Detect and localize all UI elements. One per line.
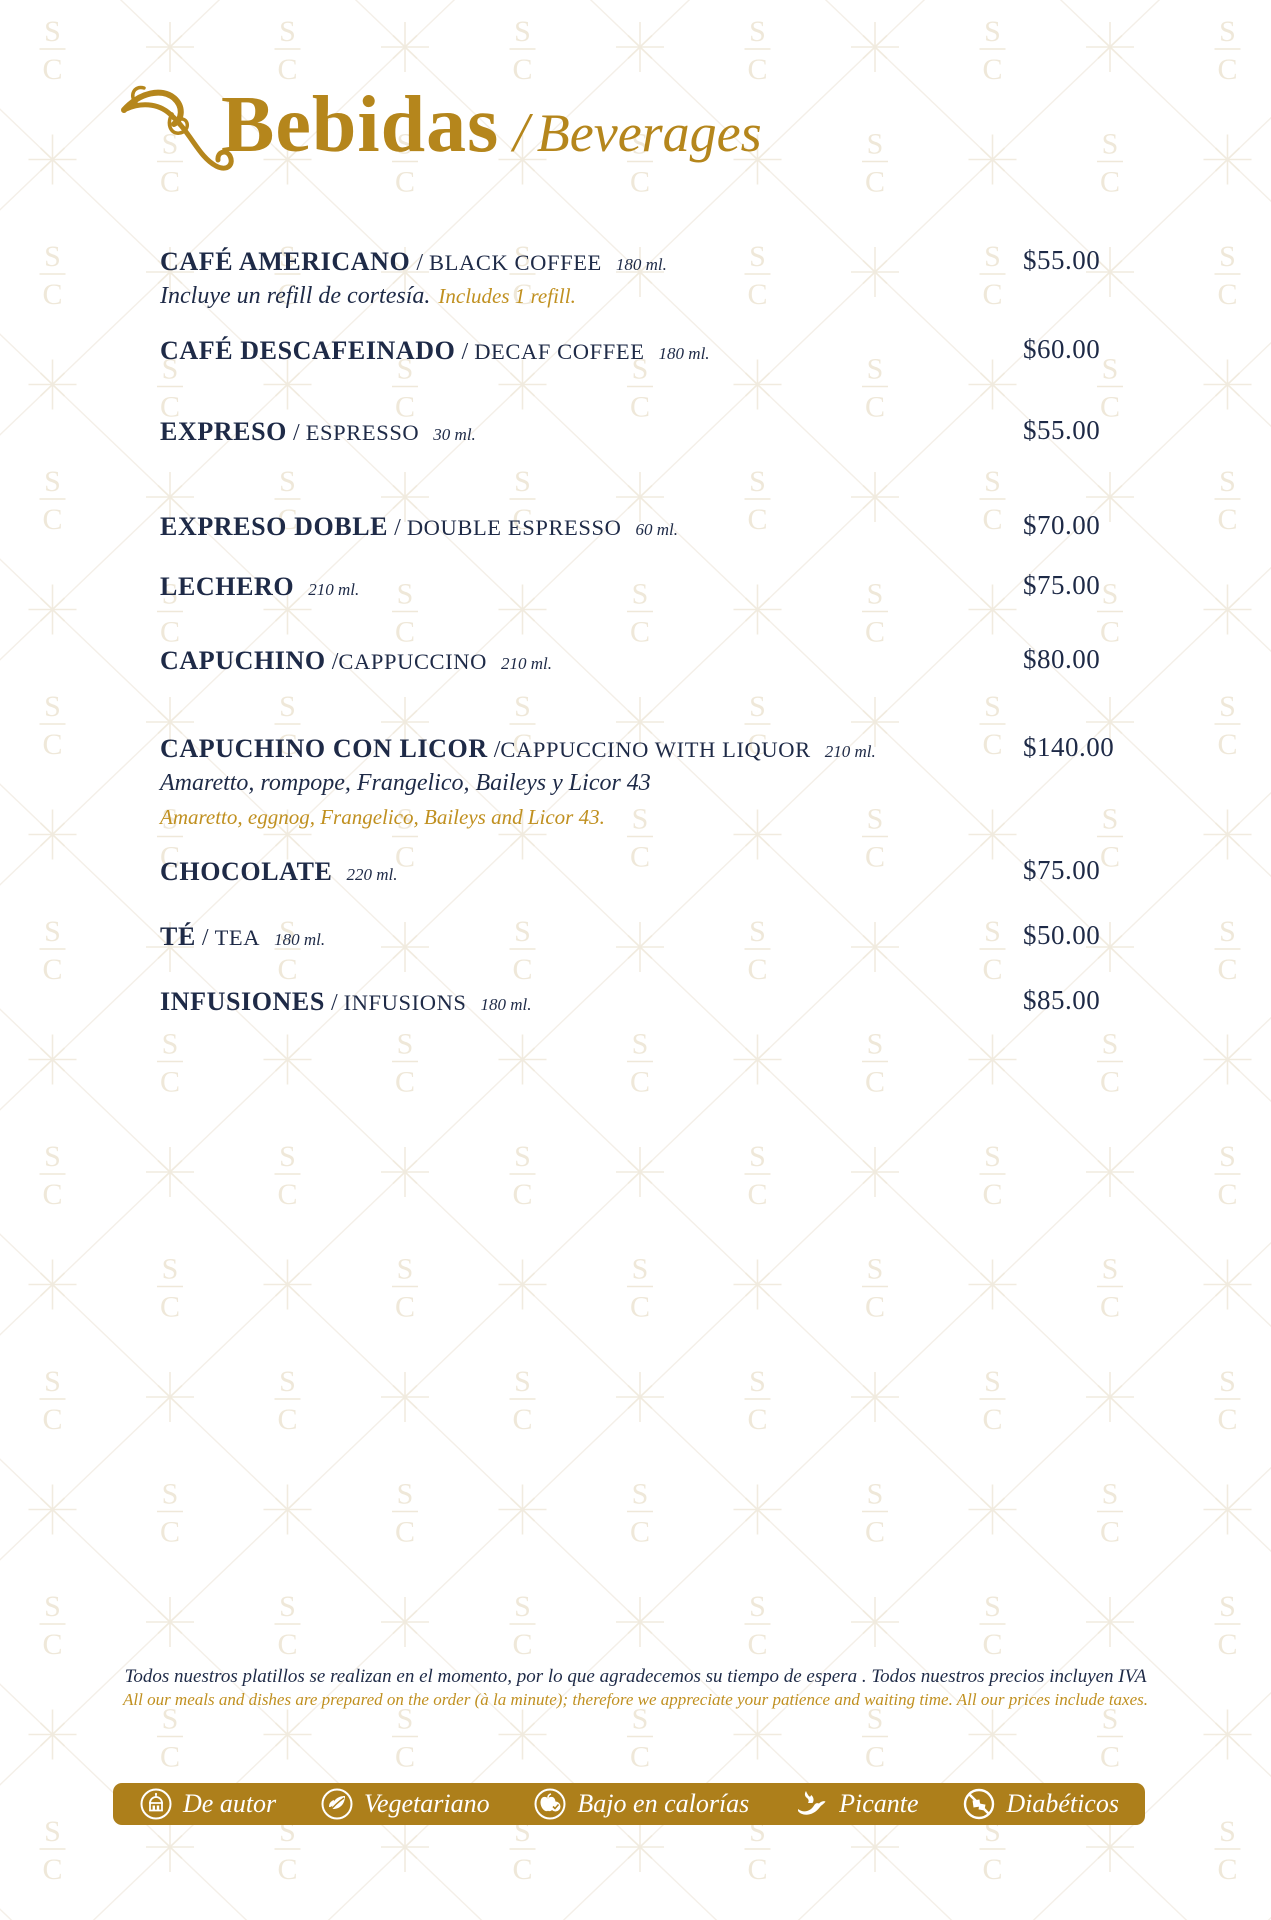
page-title-spanish: Bebidas — [221, 81, 500, 169]
menu-item-price: $60.00 — [1023, 334, 1101, 364]
menu-item-name: CAFÉ AMERICANO / BLACK COFFEE 180 ml. — [160, 247, 667, 276]
footer-note-spanish: Todos nuestros platillos se realizan en el momento, por lo que agradecemos su tiempo de espera . Todos nuestros precios incluyen IVA — [124, 1666, 1147, 1687]
flourish-ornament — [118, 76, 236, 184]
legend-item-vegetariano — [320, 1787, 490, 1821]
legend-item-bajo-en-calorias — [533, 1787, 749, 1821]
menu-item: LECHERO 210 ml. — [160, 572, 360, 601]
serving-size: 180 ml. — [480, 995, 532, 1014]
menu-item: CAPUCHINO /CAPPUCCINO 210 ml. — [160, 646, 552, 675]
serving-size: 180 ml. — [274, 930, 326, 949]
menu-item: EXPRESO / ESPRESSO 30 ml. — [160, 417, 476, 446]
legend-item-de-autor — [139, 1787, 276, 1821]
chili-icon — [793, 1787, 829, 1821]
legend-label: De autor — [183, 1789, 277, 1818]
menu-item — [160, 247, 1020, 314]
serving-size: 210 ml. — [824, 742, 876, 761]
page-title-english: Beverages — [536, 103, 762, 163]
menu-item-price: $50.00 — [1023, 920, 1101, 950]
menu-item: CHOCOLATE 220 ml. — [160, 857, 398, 886]
legend-label: Bajo en calorías — [577, 1789, 750, 1818]
menu-item-price: $75.00 — [1023, 855, 1101, 885]
menu-item: INFUSIONES / INFUSIONS 180 ml. — [160, 987, 532, 1016]
footer-note-english: All our meals and dishes are prepared on the order (à la minute); therefore we appreciate your patience and waiting time. All our prices include taxes. — [122, 1690, 1148, 1709]
page-title-separator: / — [513, 102, 529, 164]
page-title — [221, 80, 762, 171]
menu-item-price: $85.00 — [1023, 985, 1101, 1015]
menu-item-price: $75.00 — [1023, 570, 1101, 600]
legend-bar — [113, 1783, 1145, 1825]
serving-size: 220 ml. — [346, 865, 398, 884]
menu-item-price: $70.00 — [1023, 510, 1101, 540]
menu-item: CAFÉ DESCAFEINADO / DECAF COFFEE 180 ml. — [160, 336, 710, 365]
legend-label: Vegetariano — [363, 1789, 490, 1818]
menu-item-description: Amaretto, rompope, Frangelico, Baileys y Licor 43 — [160, 770, 651, 796]
menu-item: EXPRESO DOBLE / DOUBLE ESPRESSO 60 ml. — [160, 512, 678, 541]
menu-item-price: $140.00 — [1023, 732, 1115, 762]
menu-item-description-english: Amaretto, eggnog, Frangelico, Baileys and Licor 43. — [160, 805, 605, 829]
leaf-icon — [320, 1787, 354, 1821]
serving-size: 210 ml. — [308, 580, 360, 599]
serving-size: 180 ml. — [658, 344, 710, 363]
serving-size: 180 ml. — [615, 255, 667, 274]
legend-item-picante — [793, 1787, 918, 1821]
serving-size: 60 ml. — [635, 520, 678, 539]
no-sugar-icon — [962, 1787, 996, 1821]
legend-label: Diabéticos — [1006, 1789, 1119, 1818]
menu-item-description: Incluye un refill de cortesía. Includes 1 refill. — [160, 283, 576, 309]
menu-item-price: $55.00 — [1023, 415, 1101, 445]
menu-item-price: $55.00 — [1023, 245, 1101, 275]
dome-icon — [139, 1787, 173, 1821]
serving-size: 210 ml. — [500, 654, 552, 673]
menu-item: CAPUCHINO CON LICOR /CAPPUCCINO WITH LIQUOR 210 ml. Amaretto, rompope, Frangelico, Baileys y Licor 43 Amaretto, eggnog, Frangelico, Baileys and Licor 43. — [160, 734, 1020, 833]
legend-item-diabeticos — [962, 1787, 1119, 1821]
legend-label: Picante — [839, 1789, 919, 1818]
serving-size: 30 ml. — [433, 425, 476, 444]
menu-item: TÉ / TEA 180 ml. — [160, 922, 326, 951]
apple-icon — [533, 1787, 567, 1821]
menu-item-price: $80.00 — [1023, 644, 1101, 674]
